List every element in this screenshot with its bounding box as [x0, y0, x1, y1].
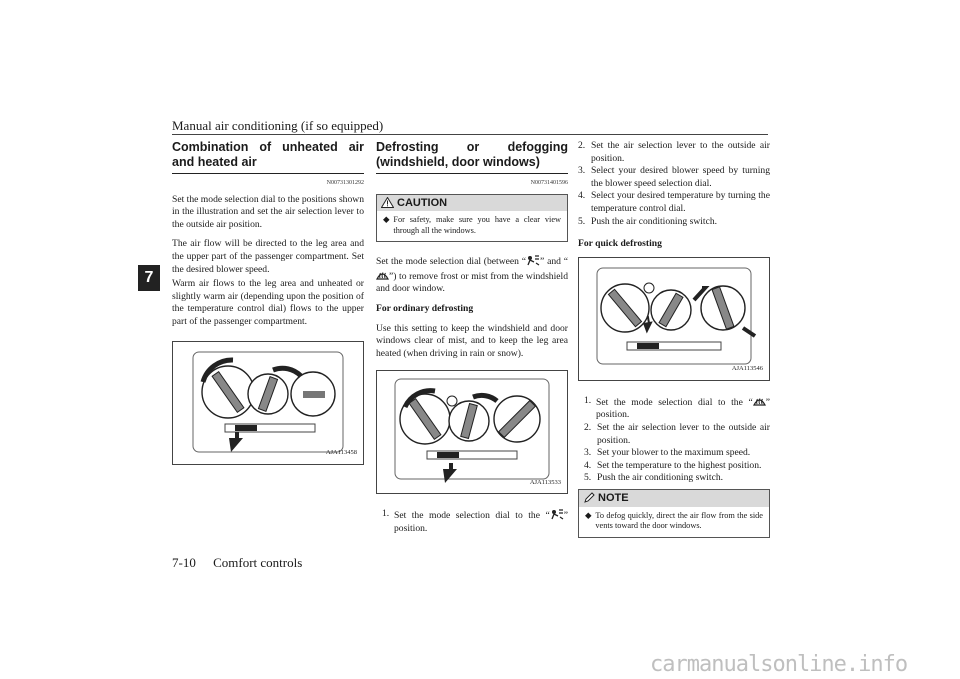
caution-label: CAUTION — [397, 196, 448, 209]
note-header — [579, 490, 769, 507]
step-number: 3. — [584, 447, 592, 459]
step-item — [584, 447, 770, 460]
step-text — [394, 508, 568, 535]
intro-text-b: ” and “ — [540, 256, 568, 268]
subheading-quick: For quick defrosting — [578, 238, 662, 250]
step-text: Select your desired blower speed by turning the blower speed selection dial. — [591, 165, 770, 189]
step-1 — [376, 508, 568, 535]
paragraph: Warm air flows to the leg area and unheated or slightly warm air (depending upon the position of the temperature control dial) flows to the upper part of the passenger compartment. — [172, 278, 364, 327]
step-item — [584, 472, 770, 485]
step-number: 1. — [584, 394, 592, 406]
diamond-bullet-icon: ◆ — [383, 215, 390, 225]
section-code: N00731301292 — [326, 180, 364, 186]
step-text: Set the air selection lever to the outside air position. — [597, 421, 770, 446]
steps-list-quick — [578, 422, 770, 485]
step-item — [578, 190, 770, 215]
step-number: 5. — [578, 215, 586, 227]
defrost-and-floor-mode-icon — [526, 254, 540, 266]
warning-triangle-icon — [381, 197, 394, 208]
step-number: 2. — [578, 140, 586, 151]
column-1 — [172, 140, 364, 465]
section-title-defrosting: Defrosting or defogging (windshield, door windows) — [376, 140, 568, 174]
step-text: Set the air selection lever to the outside air position. — [591, 140, 770, 164]
step-number: 1. — [382, 508, 390, 520]
chapter-tab: 7 — [138, 265, 160, 291]
step-number: 2. — [584, 421, 592, 433]
paragraph-intro — [376, 254, 568, 296]
steps-list-ordinary — [578, 140, 770, 228]
climate-panel-illustration — [579, 258, 769, 380]
note-text: To defog quickly, direct the air flow from the side vents toward the door windows. — [595, 510, 763, 530]
subheading-ordinary: For ordinary defrosting — [376, 302, 474, 314]
page-number: 7-10 — [172, 555, 196, 570]
step-text-b: ” position. — [394, 510, 568, 534]
illustration-ordinary-defrost — [376, 370, 568, 494]
note-label: NOTE — [598, 491, 629, 504]
column-2 — [376, 140, 568, 536]
note-body — [579, 507, 769, 537]
step-number: 4. — [584, 459, 592, 471]
illustration-combination — [172, 341, 364, 465]
defrost-and-floor-mode-icon — [550, 508, 564, 520]
step-item — [578, 165, 770, 190]
caution-header — [377, 195, 567, 212]
intro-text-c: ”) to remove frost or mist from the windshield and door window. — [376, 270, 568, 295]
paragraph: Set the mode selection dial to the positions shown in the illustration and set the air selection lever to the outside air position. — [172, 193, 364, 230]
step-item — [584, 422, 770, 447]
figure-code: AJA113458 — [325, 448, 357, 456]
illustration-quick-defrost — [578, 257, 770, 381]
page-header-title: Manual air conditioning (if so equipped) — [172, 118, 384, 133]
paragraph-ordinary: Use this setting to keep the windshield and door windows clear of mist, and to keep the leg area heated (when driving in rain or snow). — [376, 322, 568, 359]
figure-code: AJA113546 — [731, 365, 763, 373]
page-footer — [172, 555, 316, 571]
step-number: 5. — [584, 472, 592, 484]
step-text: Select your desired temperature by turning the temperature control dial. — [591, 190, 770, 214]
caution-box — [376, 194, 568, 243]
step-text: Push the air conditioning switch. — [591, 215, 718, 227]
note-box — [578, 489, 770, 538]
intro-text-a: Set the mode selection dial (between “ — [376, 256, 527, 268]
step-number: 4. — [578, 190, 586, 202]
section-code: N00731401596 — [530, 180, 568, 186]
step-text: Push the air conditioning switch. — [597, 472, 724, 484]
step-item — [584, 460, 770, 473]
climate-panel-illustration — [377, 371, 567, 493]
note-pencil-icon — [583, 492, 595, 504]
climate-panel-illustration — [173, 342, 363, 464]
step-item — [578, 140, 770, 165]
step-item — [578, 216, 770, 229]
step-text-b: ” position. — [596, 396, 770, 421]
windshield-defrost-icon — [753, 395, 766, 407]
caution-text: For safety, make sure you have a clear view through all the windows. — [393, 215, 561, 235]
diamond-bullet-icon: ◆ — [585, 510, 592, 520]
watermark: carmanualsonline.info — [650, 652, 908, 677]
step-text-a: Set the mode selection dial to the “ — [394, 510, 550, 522]
header-rule — [172, 134, 768, 135]
step-text-a: Set the mode selection dial to the “ — [596, 396, 753, 408]
windshield-defrost-icon — [376, 269, 389, 281]
step-1-quick — [578, 395, 770, 422]
figure-code: AJA113533 — [529, 478, 561, 486]
caution-body — [377, 211, 567, 241]
paragraph: The air flow will be directed to the leg area and the upper part of the passenger compartment. Set the desired blower speed. — [172, 238, 364, 275]
section-title-combination: Combination of unheated air and heated air — [172, 140, 364, 174]
step-text: Set the temperature to the highest position. — [597, 459, 762, 471]
step-number: 3. — [578, 165, 586, 177]
footer-section: Comfort controls — [213, 555, 303, 570]
column-3 — [578, 140, 770, 538]
step-text: Set your blower to the maximum speed. — [597, 447, 751, 459]
step-text — [596, 395, 770, 422]
